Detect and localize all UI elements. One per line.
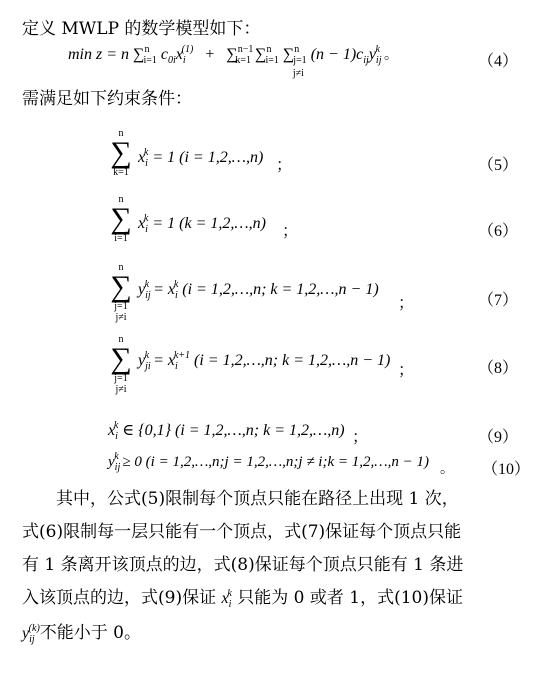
eq4-number: （4） [477, 53, 518, 70]
eq4-end: 。 [383, 48, 398, 63]
eq4-lhs: min z = n [68, 46, 130, 63]
eq4-sum2: ∑$^{n-1}_{k=1}$ [226, 44, 254, 66]
eq4-cij: $(n - 1)c_{ij}$ [310, 46, 369, 66]
eq6-number: （6） [477, 223, 518, 240]
eq10-number: （10） [481, 461, 530, 478]
eq9-sep: ； [352, 427, 369, 446]
paragraph-line-2: 式(6)限制每一层只能有一个顶点，式(7)保证每个顶点只能 [22, 522, 462, 542]
eq9-number: （9） [477, 429, 518, 446]
intro-text: 定义 MWLP 的数学模型如下： [22, 19, 261, 39]
eq4-y: $y_{ij}^k$ [368, 44, 382, 66]
paragraph-line-5: $y_{ij}^{(k)}$不能小于 0。 [22, 623, 142, 645]
eq4-x: $x_i^{(1)}$ [175, 44, 194, 66]
paragraph-line-4: 入该顶点的边，式(9)保证 $x_i^k$ 只能为 0 或者 1，式(10)保证 [22, 588, 463, 610]
eq8-sum: n ∑ j=1 j≠i [110, 334, 132, 395]
paragraph-line-3: 有 1 条离开该顶点的边，式(8)保证每个顶点只能有 1 条进 [22, 555, 464, 575]
equation-5: $x_i^k = 1$ (i = 1,2,…,n) [138, 147, 264, 169]
eq4-plus: + [205, 46, 215, 63]
eq6-sum: n ∑ i=1 [110, 194, 132, 244]
equation-6: $x_i^k = 1$ (k = 1,2,…,n) [138, 213, 266, 235]
eq8-number: （8） [477, 360, 518, 377]
eq4-sum1: ∑$^n_{i=1}$ [133, 44, 157, 66]
eq7-number: （7） [477, 292, 518, 309]
equation-4 [68, 44, 398, 79]
eq5-number: （5） [477, 157, 518, 174]
equation-9: $x_i^k$ ∈ {0,1} (i = 1,2,…,n; k = 1,2,…,n) [108, 420, 345, 442]
eq4-sum4: ∑$^n_{j=1}$ j≠i [282, 44, 307, 79]
eq7-sep: ； [398, 293, 415, 312]
eq8-sep: ； [398, 360, 415, 379]
eq6-sep: ； [282, 221, 299, 240]
eq7-sum: n ∑ j=1 j≠i [110, 262, 132, 323]
equation-8: $y_{ji}^k = x_i^{k+1}$ (i = 1,2,…,n; k = 1,2,…,n − 1) [138, 350, 391, 372]
eq4-sum3: ∑$^n_{i=1}$ [255, 44, 279, 66]
constraints-intro: 需满足如下约束条件： [22, 89, 192, 109]
eq5-sep: ； [276, 155, 293, 174]
eq5-sum: n ∑ k=1 [110, 128, 132, 178]
equation-10: $y_{ij}^k \ge 0$ (i = 1,2,…,n;j = 1,2,…,n;j ≠ i;k = 1,2,…,n − 1) [108, 451, 429, 473]
eq10-sep: 。 [440, 461, 454, 477]
eq4-c0i: $c_{0i}$ [160, 46, 176, 66]
equation-7: $y_{ij}^k = x_i^k$ (i = 1,2,…,n; k = 1,2,…,n − 1) [138, 279, 379, 301]
paragraph-line-1: 其中，公式(5)限制每个顶点只能在路径上出现 1 次， [56, 489, 459, 509]
